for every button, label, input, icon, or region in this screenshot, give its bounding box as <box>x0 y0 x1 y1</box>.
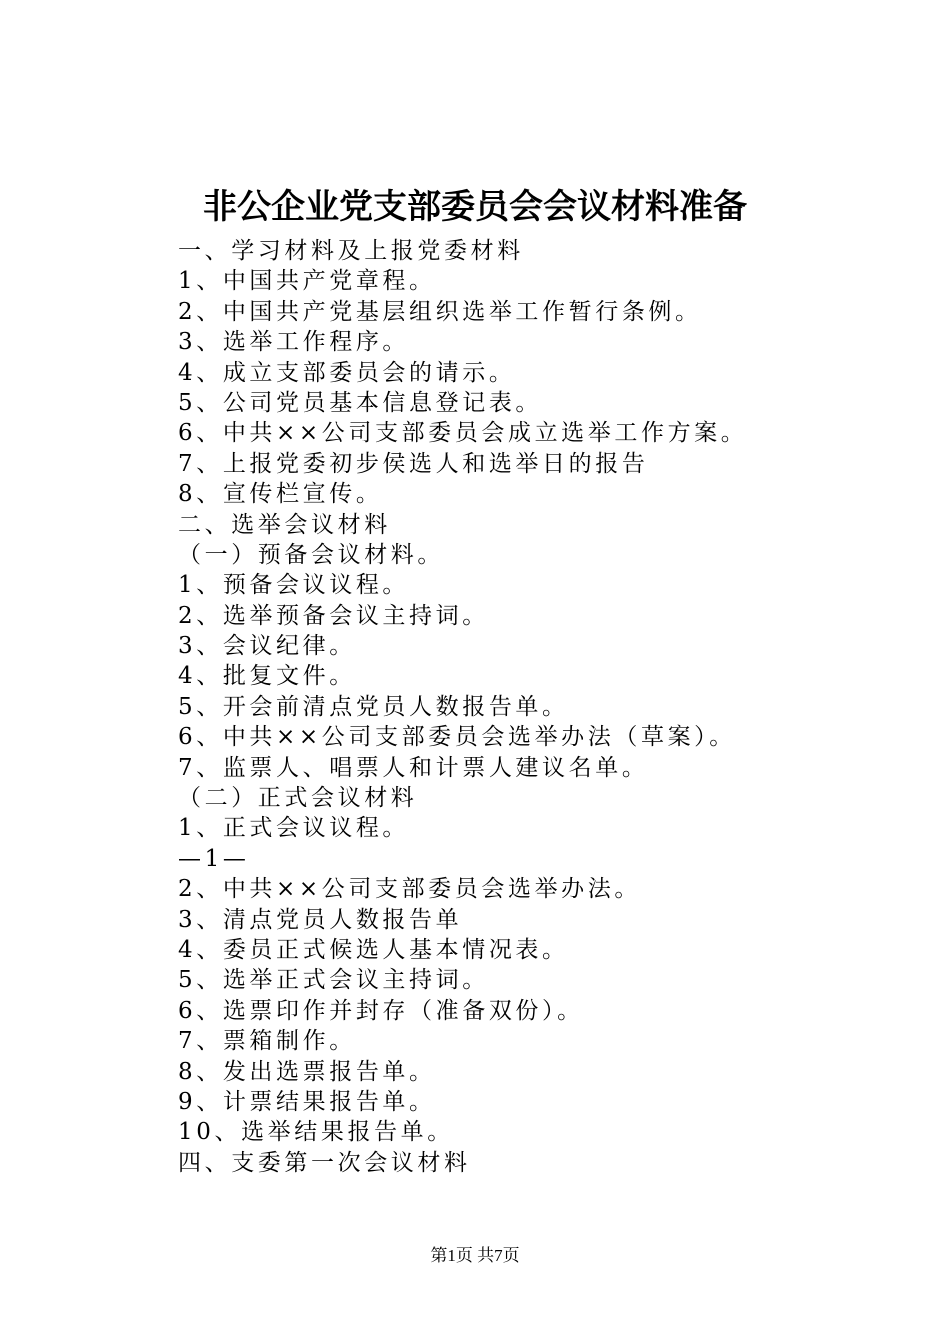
section-heading: 二、选举会议材料 <box>178 511 391 538</box>
list-item: 3、清点党员人数报告单 <box>178 906 463 933</box>
list-item: 1、正式会议议程。 <box>178 815 410 842</box>
subsection-heading: （二）正式会议材料 <box>178 785 418 812</box>
subsection-heading: （一）预备会议材料。 <box>178 541 444 568</box>
list-item: 5、公司党员基本信息登记表。 <box>178 389 543 416</box>
list-item: 1、预备会议议程。 <box>178 572 410 599</box>
section-heading: 一、学习材料及上报党委材料 <box>178 238 524 264</box>
list-item: 2、中共××公司支部委员会选举办法。 <box>178 876 641 903</box>
list-item: 5、开会前清点党员人数报告单。 <box>178 693 569 720</box>
list-item: 6、选票印作并封存（准备双份）。 <box>178 997 584 1024</box>
inline-page-marker: —1— <box>178 845 250 872</box>
list-item: 6、中共××公司支部委员会成立选举工作方案。 <box>178 420 748 447</box>
list-item: 3、选举工作程序。 <box>178 329 410 356</box>
document-body <box>178 236 878 1178</box>
list-item: 8、发出选票报告单。 <box>178 1058 436 1085</box>
list-item: 4、委员正式候选人基本情况表。 <box>178 936 569 963</box>
list-item: 4、成立支部委员会的请示。 <box>178 359 516 386</box>
list-item: 4、批复文件。 <box>178 663 356 690</box>
page-footer: 第1页 共7页 <box>430 1246 520 1265</box>
list-item: 8、宣传栏宣传。 <box>178 481 383 508</box>
document-title: 非公企业党支部委员会会议材料准备 <box>203 187 747 227</box>
list-item: 5、选举正式会议主持词。 <box>178 967 489 994</box>
list-item: 7、上报党委初步侯选人和选举日的报告 <box>178 450 649 477</box>
list-item: 7、票箱制作。 <box>178 1028 356 1055</box>
list-item: 6、中共××公司支部委员会选举办法（草案）。 <box>178 724 736 751</box>
list-item: 3、会议纪律。 <box>178 633 356 660</box>
list-item: 10、选举结果报告单。 <box>178 1119 454 1146</box>
list-item: 2、中国共产党基层组织选举工作暂行条例。 <box>178 298 702 325</box>
section-heading: 四、支委第一次会议材料 <box>178 1149 471 1176</box>
list-item: 2、选举预备会议主持词。 <box>178 602 489 629</box>
list-item: 1、中国共产党章程。 <box>178 268 436 295</box>
list-item: 9、计票结果报告单。 <box>178 1088 436 1115</box>
list-item: 7、监票人、唱票人和计票人建议名单。 <box>178 754 649 781</box>
